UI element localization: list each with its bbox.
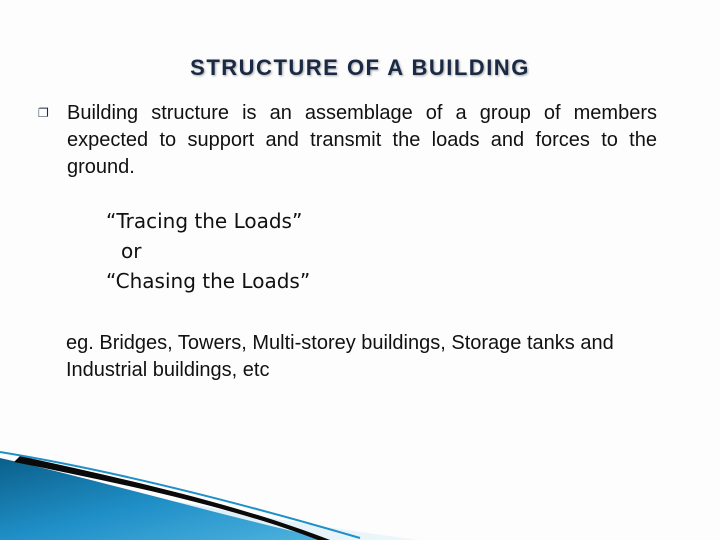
slide-title: STRUCTURE OF A BUILDING bbox=[190, 55, 530, 80]
quote-line-1: “Tracing the Loads” bbox=[106, 209, 303, 233]
quote-line-2: or bbox=[121, 239, 142, 263]
square-bullet-icon: ❐ bbox=[38, 106, 49, 120]
quote-line-3: “Chasing the Loads” bbox=[106, 269, 311, 293]
bullet-text: Building structure is an assemblage of a group of members expected to support and transmit the loads and forces to the ground. bbox=[67, 102, 657, 178]
example-text: eg. Bridges, Towers, Multi-storey buildings, Storage tanks and Industrial buildings, etc bbox=[66, 332, 614, 381]
